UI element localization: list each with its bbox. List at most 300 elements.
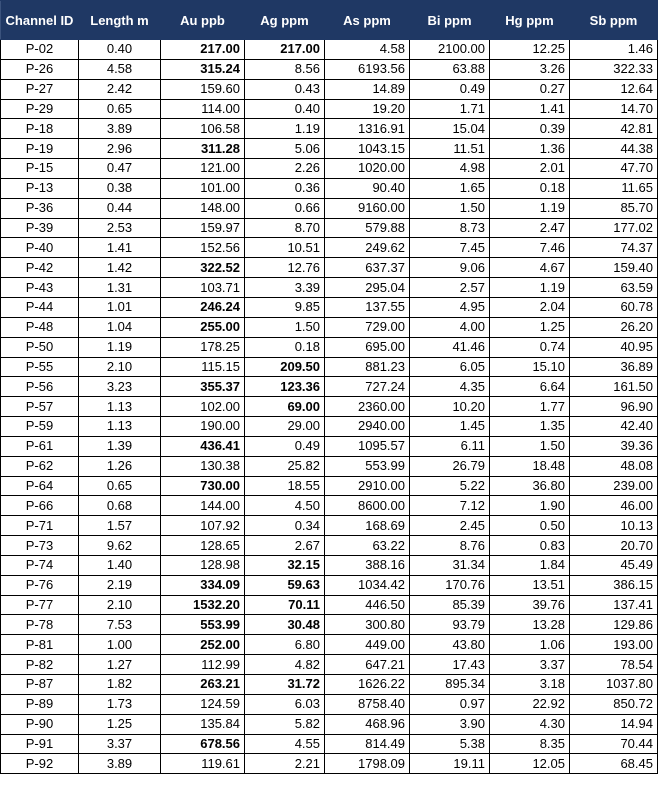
cell-channel-id: P-57 <box>1 397 79 417</box>
header-row <box>1 1 658 40</box>
cell-bi: 26.79 <box>410 456 490 476</box>
cell-ag: 0.18 <box>245 337 325 357</box>
cell-channel-id: P-42 <box>1 258 79 278</box>
cell-channel-id: P-36 <box>1 198 79 218</box>
cell-channel-id: P-15 <box>1 159 79 179</box>
table-row <box>1 417 658 437</box>
cell-sb: 14.70 <box>570 99 658 119</box>
cell-sb: 70.44 <box>570 734 658 754</box>
cell-bi: 1.65 <box>410 178 490 198</box>
cell-au: 152.56 <box>161 238 245 258</box>
cell-ag: 8.56 <box>245 59 325 79</box>
table-row <box>1 99 658 119</box>
cell-bi: 43.80 <box>410 635 490 655</box>
cell-as: 1316.91 <box>325 119 410 139</box>
cell-as: 446.50 <box>325 595 410 615</box>
cell-au: 246.24 <box>161 297 245 317</box>
table-row <box>1 278 658 298</box>
cell-ag: 69.00 <box>245 397 325 417</box>
cell-bi: 19.11 <box>410 754 490 774</box>
cell-ag: 5.06 <box>245 139 325 159</box>
table-row <box>1 40 658 60</box>
cell-hg: 1.77 <box>490 397 570 417</box>
cell-channel-id: P-76 <box>1 575 79 595</box>
cell-ag: 32.15 <box>245 555 325 575</box>
cell-ag: 1.50 <box>245 317 325 337</box>
cell-as: 14.89 <box>325 79 410 99</box>
cell-sb: 12.64 <box>570 79 658 99</box>
cell-length: 3.23 <box>79 377 161 397</box>
cell-hg: 2.01 <box>490 159 570 179</box>
cell-au: 144.00 <box>161 496 245 516</box>
cell-bi: 8.76 <box>410 536 490 556</box>
cell-hg: 7.46 <box>490 238 570 258</box>
table-row <box>1 476 658 496</box>
cell-hg: 39.76 <box>490 595 570 615</box>
cell-channel-id: P-55 <box>1 357 79 377</box>
cell-hg: 4.30 <box>490 714 570 734</box>
cell-au: 124.59 <box>161 694 245 714</box>
cell-length: 2.10 <box>79 595 161 615</box>
cell-channel-id: P-81 <box>1 635 79 655</box>
cell-bi: 1.71 <box>410 99 490 119</box>
cell-sb: 60.78 <box>570 297 658 317</box>
table-row <box>1 496 658 516</box>
cell-length: 1.00 <box>79 635 161 655</box>
cell-as: 8600.00 <box>325 496 410 516</box>
cell-bi: 31.34 <box>410 555 490 575</box>
cell-bi: 1.50 <box>410 198 490 218</box>
cell-hg: 1.35 <box>490 417 570 437</box>
header-channel-id: Channel ID <box>1 1 79 40</box>
table-row <box>1 258 658 278</box>
cell-ag: 0.40 <box>245 99 325 119</box>
cell-bi: 5.22 <box>410 476 490 496</box>
cell-hg: 22.92 <box>490 694 570 714</box>
cell-ag: 3.39 <box>245 278 325 298</box>
cell-sb: 1.46 <box>570 40 658 60</box>
cell-as: 553.99 <box>325 456 410 476</box>
table-row <box>1 79 658 99</box>
table-row <box>1 178 658 198</box>
cell-ag: 4.82 <box>245 655 325 675</box>
cell-channel-id: P-26 <box>1 59 79 79</box>
cell-channel-id: P-62 <box>1 456 79 476</box>
cell-au: 106.58 <box>161 119 245 139</box>
table-row <box>1 575 658 595</box>
cell-hg: 1.19 <box>490 198 570 218</box>
cell-channel-id: P-39 <box>1 218 79 238</box>
cell-length: 1.73 <box>79 694 161 714</box>
cell-au: 263.21 <box>161 675 245 695</box>
cell-bi: 93.79 <box>410 615 490 635</box>
cell-channel-id: P-78 <box>1 615 79 635</box>
cell-hg: 4.67 <box>490 258 570 278</box>
cell-au: 678.56 <box>161 734 245 754</box>
cell-length: 1.40 <box>79 555 161 575</box>
cell-as: 1034.42 <box>325 575 410 595</box>
cell-au: 107.92 <box>161 516 245 536</box>
cell-as: 1798.09 <box>325 754 410 774</box>
cell-as: 449.00 <box>325 635 410 655</box>
cell-sb: 20.70 <box>570 536 658 556</box>
cell-sb: 45.49 <box>570 555 658 575</box>
table-row <box>1 436 658 456</box>
table-row <box>1 218 658 238</box>
cell-channel-id: P-77 <box>1 595 79 615</box>
header-bi: Bi ppm <box>410 1 490 40</box>
cell-as: 2360.00 <box>325 397 410 417</box>
cell-channel-id: P-73 <box>1 536 79 556</box>
cell-au: 121.00 <box>161 159 245 179</box>
cell-channel-id: P-27 <box>1 79 79 99</box>
cell-hg: 1.41 <box>490 99 570 119</box>
cell-hg: 3.18 <box>490 675 570 695</box>
cell-bi: 2100.00 <box>410 40 490 60</box>
cell-ag: 0.66 <box>245 198 325 218</box>
cell-as: 300.80 <box>325 615 410 635</box>
cell-as: 2910.00 <box>325 476 410 496</box>
cell-channel-id: P-71 <box>1 516 79 536</box>
cell-ag: 10.51 <box>245 238 325 258</box>
cell-ag: 9.85 <box>245 297 325 317</box>
table-row <box>1 615 658 635</box>
cell-as: 1020.00 <box>325 159 410 179</box>
cell-sb: 14.94 <box>570 714 658 734</box>
cell-as: 4.58 <box>325 40 410 60</box>
cell-au: 252.00 <box>161 635 245 655</box>
table-row <box>1 357 658 377</box>
table-row <box>1 317 658 337</box>
cell-ag: 6.80 <box>245 635 325 655</box>
cell-bi: 0.97 <box>410 694 490 714</box>
cell-as: 647.21 <box>325 655 410 675</box>
cell-sb: 193.00 <box>570 635 658 655</box>
cell-as: 90.40 <box>325 178 410 198</box>
cell-bi: 63.88 <box>410 59 490 79</box>
cell-ag: 217.00 <box>245 40 325 60</box>
cell-length: 1.26 <box>79 456 161 476</box>
cell-bi: 11.51 <box>410 139 490 159</box>
cell-sb: 42.40 <box>570 417 658 437</box>
cell-sb: 40.95 <box>570 337 658 357</box>
table-row <box>1 198 658 218</box>
cell-length: 2.10 <box>79 357 161 377</box>
cell-length: 0.65 <box>79 476 161 496</box>
table-row <box>1 456 658 476</box>
cell-au: 128.98 <box>161 555 245 575</box>
cell-ag: 8.70 <box>245 218 325 238</box>
cell-bi: 8.73 <box>410 218 490 238</box>
cell-length: 2.96 <box>79 139 161 159</box>
cell-au: 159.97 <box>161 218 245 238</box>
cell-ag: 12.76 <box>245 258 325 278</box>
cell-channel-id: P-59 <box>1 417 79 437</box>
cell-ag: 18.55 <box>245 476 325 496</box>
cell-channel-id: P-29 <box>1 99 79 119</box>
cell-au: 130.38 <box>161 456 245 476</box>
cell-channel-id: P-19 <box>1 139 79 159</box>
cell-bi: 4.35 <box>410 377 490 397</box>
cell-length: 1.13 <box>79 397 161 417</box>
table-row <box>1 536 658 556</box>
cell-bi: 7.45 <box>410 238 490 258</box>
cell-as: 1043.15 <box>325 139 410 159</box>
cell-au: 102.00 <box>161 397 245 417</box>
cell-bi: 7.12 <box>410 496 490 516</box>
cell-ag: 209.50 <box>245 357 325 377</box>
cell-length: 7.53 <box>79 615 161 635</box>
cell-au: 112.99 <box>161 655 245 675</box>
table-header <box>1 1 658 40</box>
cell-bi: 1.45 <box>410 417 490 437</box>
table-row <box>1 377 658 397</box>
cell-length: 2.42 <box>79 79 161 99</box>
cell-sb: 74.37 <box>570 238 658 258</box>
cell-channel-id: P-50 <box>1 337 79 357</box>
cell-sb: 36.89 <box>570 357 658 377</box>
cell-sb: 1037.80 <box>570 675 658 695</box>
cell-bi: 170.76 <box>410 575 490 595</box>
cell-channel-id: P-61 <box>1 436 79 456</box>
cell-au: 103.71 <box>161 278 245 298</box>
cell-hg: 0.39 <box>490 119 570 139</box>
cell-ag: 4.50 <box>245 496 325 516</box>
cell-au: 217.00 <box>161 40 245 60</box>
cell-as: 695.00 <box>325 337 410 357</box>
table-row <box>1 555 658 575</box>
cell-au: 322.52 <box>161 258 245 278</box>
cell-au: 114.00 <box>161 99 245 119</box>
cell-length: 1.39 <box>79 436 161 456</box>
cell-au: 730.00 <box>161 476 245 496</box>
cell-channel-id: P-74 <box>1 555 79 575</box>
header-ag: Ag ppm <box>245 1 325 40</box>
cell-bi: 2.57 <box>410 278 490 298</box>
cell-hg: 1.50 <box>490 436 570 456</box>
cell-length: 1.41 <box>79 238 161 258</box>
cell-bi: 4.95 <box>410 297 490 317</box>
cell-ag: 29.00 <box>245 417 325 437</box>
cell-ag: 59.63 <box>245 575 325 595</box>
cell-as: 1626.22 <box>325 675 410 695</box>
cell-hg: 3.37 <box>490 655 570 675</box>
cell-hg: 0.83 <box>490 536 570 556</box>
cell-length: 0.68 <box>79 496 161 516</box>
cell-sb: 48.08 <box>570 456 658 476</box>
cell-channel-id: P-02 <box>1 40 79 60</box>
cell-channel-id: P-92 <box>1 754 79 774</box>
cell-bi: 10.20 <box>410 397 490 417</box>
cell-as: 579.88 <box>325 218 410 238</box>
cell-sb: 26.20 <box>570 317 658 337</box>
cell-ag: 2.26 <box>245 159 325 179</box>
table-row <box>1 337 658 357</box>
cell-au: 178.25 <box>161 337 245 357</box>
cell-au: 334.09 <box>161 575 245 595</box>
cell-sb: 386.15 <box>570 575 658 595</box>
cell-length: 1.13 <box>79 417 161 437</box>
cell-sb: 11.65 <box>570 178 658 198</box>
cell-hg: 8.35 <box>490 734 570 754</box>
cell-au: 190.00 <box>161 417 245 437</box>
cell-channel-id: P-13 <box>1 178 79 198</box>
cell-length: 1.82 <box>79 675 161 695</box>
cell-length: 2.19 <box>79 575 161 595</box>
table-row <box>1 694 658 714</box>
cell-channel-id: P-87 <box>1 675 79 695</box>
cell-as: 727.24 <box>325 377 410 397</box>
cell-sb: 322.33 <box>570 59 658 79</box>
cell-au: 128.65 <box>161 536 245 556</box>
cell-ag: 0.43 <box>245 79 325 99</box>
cell-ag: 123.36 <box>245 377 325 397</box>
cell-as: 1095.57 <box>325 436 410 456</box>
cell-length: 1.57 <box>79 516 161 536</box>
cell-hg: 18.48 <box>490 456 570 476</box>
cell-length: 2.53 <box>79 218 161 238</box>
cell-channel-id: P-48 <box>1 317 79 337</box>
cell-sb: 137.41 <box>570 595 658 615</box>
table-row <box>1 397 658 417</box>
cell-as: 137.55 <box>325 297 410 317</box>
cell-hg: 6.64 <box>490 377 570 397</box>
table-row <box>1 59 658 79</box>
cell-au: 553.99 <box>161 615 245 635</box>
cell-au: 101.00 <box>161 178 245 198</box>
cell-au: 119.61 <box>161 754 245 774</box>
cell-length: 3.89 <box>79 754 161 774</box>
cell-hg: 12.05 <box>490 754 570 774</box>
cell-hg: 0.50 <box>490 516 570 536</box>
cell-sb: 39.36 <box>570 436 658 456</box>
cell-bi: 41.46 <box>410 337 490 357</box>
cell-bi: 0.49 <box>410 79 490 99</box>
cell-hg: 13.51 <box>490 575 570 595</box>
cell-channel-id: P-91 <box>1 734 79 754</box>
header-sb: Sb ppm <box>570 1 658 40</box>
cell-bi: 17.43 <box>410 655 490 675</box>
table-body <box>1 40 658 774</box>
table-row <box>1 635 658 655</box>
table-row <box>1 297 658 317</box>
cell-as: 295.04 <box>325 278 410 298</box>
cell-ag: 1.19 <box>245 119 325 139</box>
table-row <box>1 516 658 536</box>
header-au: Au ppb <box>161 1 245 40</box>
cell-au: 1532.20 <box>161 595 245 615</box>
cell-channel-id: P-43 <box>1 278 79 298</box>
cell-au: 255.00 <box>161 317 245 337</box>
table-row <box>1 734 658 754</box>
cell-hg: 2.47 <box>490 218 570 238</box>
cell-ag: 70.11 <box>245 595 325 615</box>
cell-ag: 30.48 <box>245 615 325 635</box>
cell-as: 388.16 <box>325 555 410 575</box>
cell-length: 0.47 <box>79 159 161 179</box>
cell-length: 4.58 <box>79 59 161 79</box>
cell-sb: 96.90 <box>570 397 658 417</box>
cell-au: 135.84 <box>161 714 245 734</box>
header-as: As ppm <box>325 1 410 40</box>
cell-hg: 15.10 <box>490 357 570 377</box>
cell-as: 168.69 <box>325 516 410 536</box>
cell-length: 1.42 <box>79 258 161 278</box>
cell-as: 729.00 <box>325 317 410 337</box>
table-row <box>1 238 658 258</box>
cell-length: 1.27 <box>79 655 161 675</box>
table-row <box>1 754 658 774</box>
cell-bi: 6.05 <box>410 357 490 377</box>
cell-channel-id: P-64 <box>1 476 79 496</box>
cell-channel-id: P-89 <box>1 694 79 714</box>
header-length: Length m <box>79 1 161 40</box>
cell-length: 1.01 <box>79 297 161 317</box>
cell-as: 468.96 <box>325 714 410 734</box>
cell-hg: 0.18 <box>490 178 570 198</box>
cell-hg: 2.04 <box>490 297 570 317</box>
cell-hg: 0.74 <box>490 337 570 357</box>
cell-au: 355.37 <box>161 377 245 397</box>
cell-sb: 47.70 <box>570 159 658 179</box>
cell-hg: 1.84 <box>490 555 570 575</box>
cell-sb: 42.81 <box>570 119 658 139</box>
cell-bi: 6.11 <box>410 436 490 456</box>
table-row <box>1 119 658 139</box>
cell-au: 315.24 <box>161 59 245 79</box>
cell-channel-id: P-56 <box>1 377 79 397</box>
cell-as: 63.22 <box>325 536 410 556</box>
cell-length: 1.04 <box>79 317 161 337</box>
cell-sb: 161.50 <box>570 377 658 397</box>
cell-length: 1.19 <box>79 337 161 357</box>
cell-length: 0.65 <box>79 99 161 119</box>
cell-sb: 68.45 <box>570 754 658 774</box>
table-row <box>1 714 658 734</box>
cell-ag: 0.36 <box>245 178 325 198</box>
cell-sb: 63.59 <box>570 278 658 298</box>
cell-sb: 85.70 <box>570 198 658 218</box>
cell-length: 3.89 <box>79 119 161 139</box>
cell-as: 8758.40 <box>325 694 410 714</box>
cell-sb: 46.00 <box>570 496 658 516</box>
table-row <box>1 675 658 695</box>
cell-sb: 78.54 <box>570 655 658 675</box>
cell-as: 19.20 <box>325 99 410 119</box>
cell-hg: 36.80 <box>490 476 570 496</box>
cell-hg: 13.28 <box>490 615 570 635</box>
cell-length: 0.44 <box>79 198 161 218</box>
cell-au: 159.60 <box>161 79 245 99</box>
cell-channel-id: P-66 <box>1 496 79 516</box>
cell-length: 9.62 <box>79 536 161 556</box>
cell-ag: 5.82 <box>245 714 325 734</box>
cell-bi: 9.06 <box>410 258 490 278</box>
cell-channel-id: P-82 <box>1 655 79 675</box>
cell-sb: 159.40 <box>570 258 658 278</box>
cell-ag: 2.21 <box>245 754 325 774</box>
cell-length: 3.37 <box>79 734 161 754</box>
table-row <box>1 159 658 179</box>
cell-ag: 25.82 <box>245 456 325 476</box>
cell-sb: 44.38 <box>570 139 658 159</box>
cell-au: 436.41 <box>161 436 245 456</box>
cell-hg: 1.36 <box>490 139 570 159</box>
cell-sb: 850.72 <box>570 694 658 714</box>
cell-hg: 12.25 <box>490 40 570 60</box>
cell-as: 249.62 <box>325 238 410 258</box>
cell-bi: 4.98 <box>410 159 490 179</box>
